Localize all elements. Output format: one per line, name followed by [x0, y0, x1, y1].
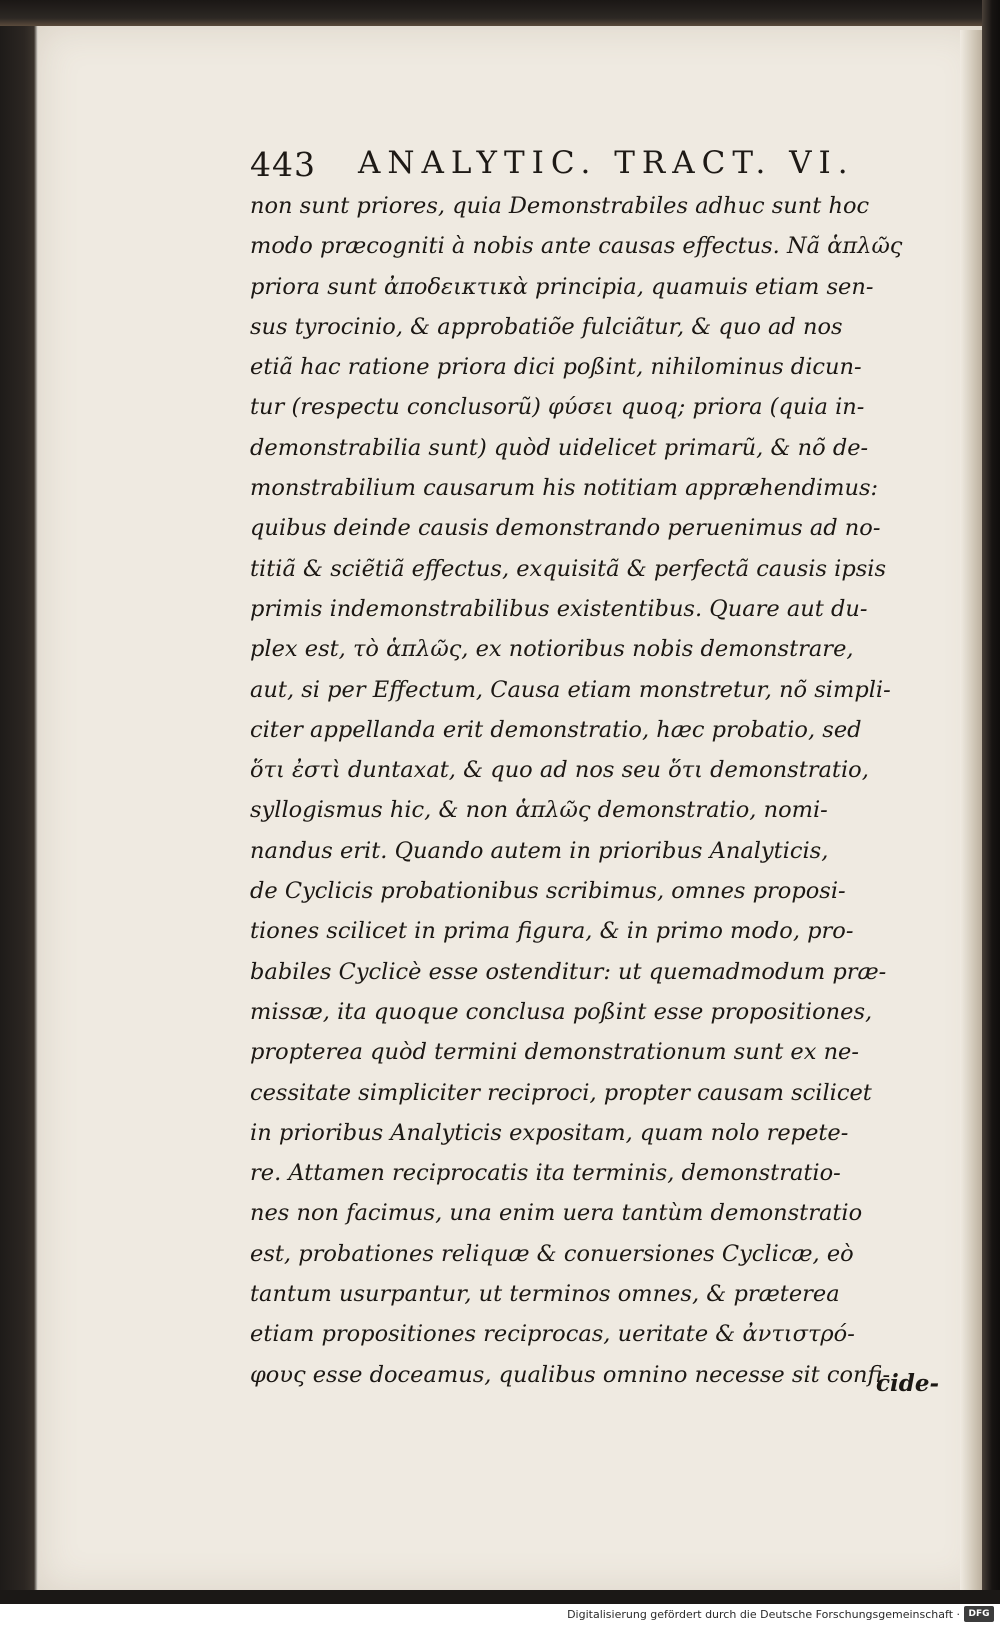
text-line: propterea quòd termini demonstrationum sunt ex ne-: [250, 1039, 859, 1066]
page-header: [250, 145, 890, 185]
text-line: demonstrabilia sunt) quòd uidelicet primarũ, & nõ de-: [250, 434, 869, 461]
text-line: non sunt priores, quia Demonstrabiles adhuc sunt hoc: [250, 193, 870, 219]
text-line: in prioribus Analyticis expositam, quam nolo repete-: [250, 1119, 849, 1146]
scan-bottom-edge: [0, 1590, 1000, 1604]
text-line: cessitate simpliciter reciproci, propter causam scilicet: [250, 1079, 872, 1106]
text-line: plex est, τὸ ἁπλῶς, ex notioribus nobis demonstrare,: [250, 636, 854, 663]
text-line: primis indemonstrabilibus existentibus. Quare aut du-: [250, 595, 868, 622]
text-line: etiã hac ratione priora dici poßint, nihilominus dicun-: [250, 354, 862, 381]
text-line: de Cyclicis probationibus scribimus, omnes proposi-: [250, 878, 846, 905]
text-line: syllogismus hic, & non ἁπλῶς demonstratio, nomi-: [250, 797, 828, 824]
text-line: monstrabilium causarum his notitiam appræhendimus:: [250, 475, 879, 502]
funding-note: Digitalisierung gefördert durch die Deutsche Forschungsgemeinschaft ·: [567, 1608, 960, 1621]
text-line: missæ, ita quoque conclusa poßint esse propositiones,: [250, 998, 873, 1025]
text-line: sus tyrocinio, & approbatiõe fulciãtur, & quo ad nos: [250, 313, 843, 340]
text-line: tantum usurpantur, ut terminos omnes, & præterea: [250, 1281, 840, 1308]
text-line: tiones scilicet in prima figura, & in primo modo, pro-: [250, 918, 854, 945]
text-line: nes non facimus, una enim uera tantùm demonstratio: [250, 1200, 863, 1227]
dfg-logo: DFG: [964, 1606, 994, 1622]
text-line: ὅτι ἐστὶ duntaxat, & quo ad nos seu ὅτι demonstratio,: [250, 757, 869, 784]
text-line: babiles Cyclicè esse ostenditur: ut quemadmodum præ-: [250, 958, 887, 985]
text-line: φους esse doceamus, qualibus omnino necesse sit confi-: [250, 1361, 891, 1388]
running-title: ANALYTIC. TRACT. VI.: [358, 145, 855, 181]
page-fore-edge: [960, 30, 984, 1590]
scan-top-edge: [0, 0, 1000, 26]
scan-right-edge: [982, 0, 1000, 1600]
text-line: nandus erit. Quando autem in prioribus Analyticis,: [250, 837, 829, 864]
text-line: citer appellanda erit demonstratio, hæc probatio, sed: [250, 716, 862, 743]
page-number: 443: [250, 145, 316, 184]
text-body: [250, 186, 910, 1395]
text-line: re. Attamen reciprocatis ita terminis, demonstratio-: [250, 1160, 841, 1187]
text-line: aut, si per Effectum, Causa etiam monstretur, nõ simpli-: [250, 676, 891, 703]
text-line: quibus deinde causis demonstrando peruenimus ad no-: [250, 515, 881, 542]
text-line: etiam propositiones reciprocas, ueritate & ἀντιστρό-: [250, 1321, 855, 1348]
catchword: cide-: [876, 1370, 940, 1397]
text-line: titiã & sciẽtiã effectus, exquisitã & perfectã causis ipsis: [250, 555, 887, 582]
text-line: priora sunt ἀποδεικτικὰ principia, quamuis etiam sen-: [250, 273, 874, 300]
text-line: modo præcogniti à nobis ante causas effectus. Nã ἁπλῶς: [250, 233, 903, 260]
text-line: tur (respectu conclusorũ) φύσει quoq; priora (quia in-: [250, 394, 865, 421]
text-line: est, probationes reliquæ & conuersiones Cyclicæ, eò: [250, 1240, 854, 1267]
